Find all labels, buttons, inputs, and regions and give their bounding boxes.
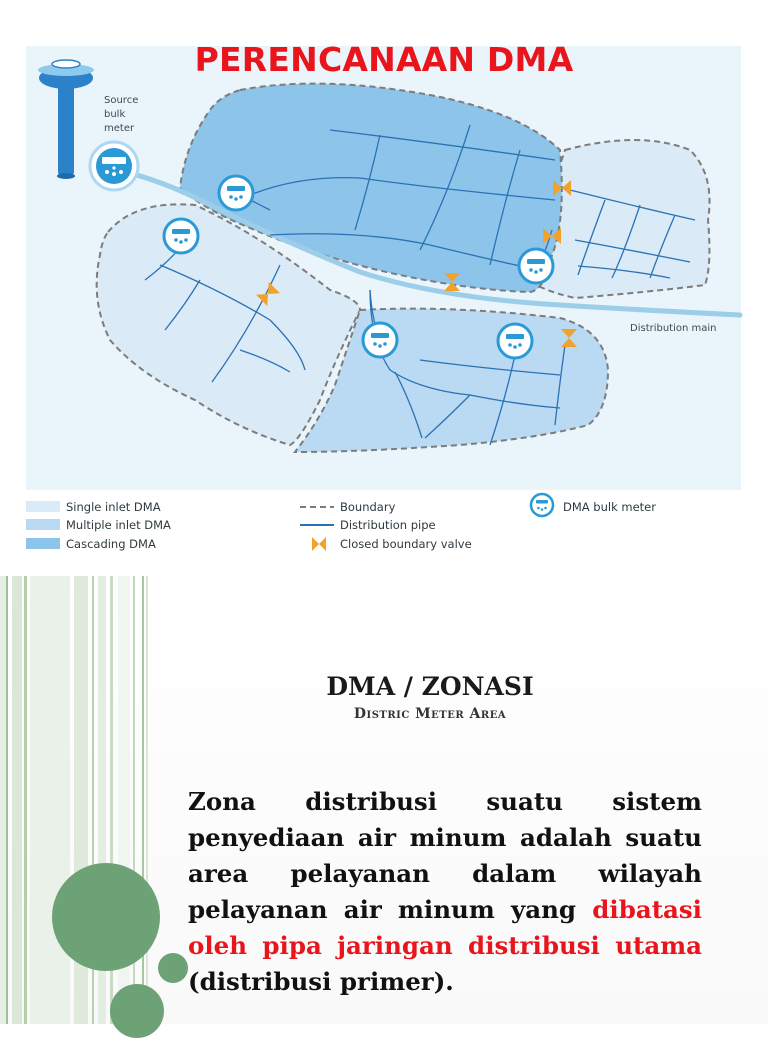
stripe (30, 576, 70, 1024)
paragraph-highlight: dibatasi oleh pipa jaringan distribusi utama (188, 895, 702, 960)
legend-boundary: Boundary (340, 500, 396, 514)
legend-bulk-meter: DMA bulk meter (563, 500, 656, 514)
dma-bulk-meter-icon (164, 219, 198, 253)
section-heading: DMA / ZONASI (326, 672, 534, 701)
dma-bulk-meter-icon (519, 249, 553, 283)
definition-paragraph (188, 784, 702, 1000)
stripe (146, 576, 148, 1024)
decorative-circle-large (52, 863, 160, 971)
dma-bulk-meter-icon (498, 324, 532, 358)
dma-bulk-meter-icon (363, 323, 397, 357)
legend-valve-icon (312, 537, 326, 551)
stripe (6, 576, 8, 1024)
source-label-line: Source (104, 95, 139, 106)
legend-swatch-single-inlet (26, 501, 60, 512)
legend-cascading: Cascading DMA (66, 537, 156, 551)
legend-single-inlet: Single inlet DMA (66, 500, 161, 514)
legend-multiple-inlet: Multiple inlet DMA (66, 518, 171, 532)
legend-distribution-pipe: Distribution pipe (340, 518, 436, 532)
dma-bulk-meter-icon (219, 176, 253, 210)
legend-closed-valve: Closed boundary valve (340, 537, 472, 551)
paragraph-text: Zona distribusi suatu sistem penyediaan air minum adalah suatu area pelayanan dalam wilayah pelayanan air minum yang (188, 787, 702, 924)
slide-title: PERENCANAAN DMA (194, 40, 574, 79)
paragraph-text-end: (distribusi primer). (188, 967, 454, 996)
slide-dma-zonasi (0, 576, 768, 1024)
decorative-circle-medium (110, 984, 164, 1038)
source-label-line: bulk (104, 109, 126, 120)
legend-swatch-cascading (26, 538, 60, 549)
source-bulk-meter-label (104, 94, 138, 136)
source-label-line: meter (104, 123, 135, 134)
decorative-circle-small (158, 953, 188, 983)
stripe (24, 576, 27, 1024)
legend-meter-icon (531, 494, 553, 516)
legend-swatch-multiple-inlet (26, 519, 60, 530)
source-bulk-meter-icon (90, 142, 138, 190)
stripe (12, 576, 22, 1024)
section-subheading: Distric Meter Area (353, 706, 507, 722)
distribution-main-label: Distribution main (630, 323, 717, 334)
